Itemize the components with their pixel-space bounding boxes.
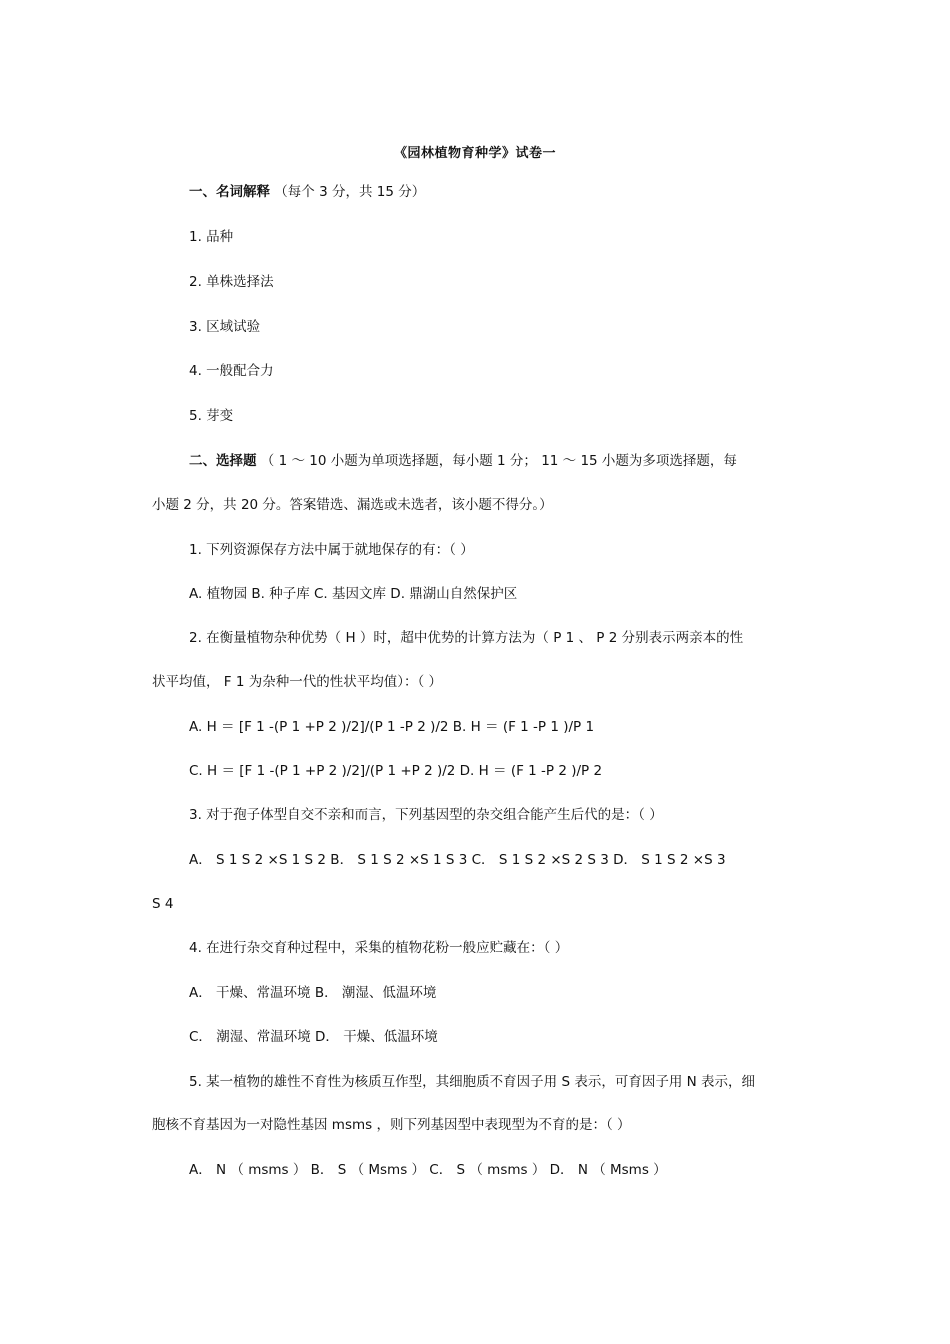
question-5-options: A． N （ msms ） B． S （ Msms ） C． S （ msms ） D． N （ Msms ） xyxy=(189,1162,667,1178)
question-3-options: A． S 1 S 2 ×S 1 S 2 B． S 1 S 2 ×S 1 S 3 C． S 1 S 2 ×S 2 S 3 D． S 1 S 2 ×S 3 xyxy=(189,852,726,868)
section2-heading-line xyxy=(189,452,737,470)
question-3-stem: 3. 对于孢子体型自交不亲和而言，下列基因型的杂交组合能产生后代的是：（ ） xyxy=(189,807,663,823)
question-2-stem-continued: 状平均值， F 1 为杂种一代的性状平均值）：（ ） xyxy=(152,674,443,690)
document-title: 《园林植物育种学》试卷一 xyxy=(393,146,556,161)
section1-item: 2. 单株选择法 xyxy=(189,274,274,290)
question-3-options-continued: S 4 xyxy=(152,896,174,912)
section1-heading: 一、名词解释 xyxy=(189,184,270,200)
question-2-stem: 2. 在衡量植物杂种优势（ H ）时，超中优势的计算方法为（ P 1 、 P 2 分别表示两亲本的性 xyxy=(189,630,744,646)
question-5-stem: 5. 某一植物的雄性不育性为核质互作型，其细胞质不育因子用 S 表示，可育因子用 N 表示，细 xyxy=(189,1074,756,1090)
question-4-options: A． 干燥、常温环境 B． 潮湿、低温环境 xyxy=(189,985,437,1001)
section1-note: （每个 3 分，共 15 分） xyxy=(274,184,426,200)
question-4-stem: 4. 在进行杂交育种过程中，采集的植物花粉一般应贮藏在：（ ） xyxy=(189,940,569,956)
section2-note: （ 1 ～ 10 小题为单项选择题，每小题 1 分； 11 ～ 15 小题为多项选择题，每 xyxy=(260,453,737,469)
section1-heading-line xyxy=(189,183,425,201)
question-4-options: C． 潮湿、常温环境 D． 干燥、低温环境 xyxy=(189,1029,438,1045)
question-2-options: C. H ＝ [F 1 -(P 1 +P 2 )/2]/(P 1 +P 2 )/2 D. H ＝ (F 1 -P 2 )/P 2 xyxy=(189,763,603,779)
section1-item: 4. 一般配合力 xyxy=(189,363,274,379)
section2-heading: 二、选择题 xyxy=(189,453,257,469)
section1-item: 1. 品种 xyxy=(189,229,234,245)
section1-item: 3. 区域试验 xyxy=(189,319,261,335)
question-1-stem: 1. 下列资源保存方法中属于就地保存的有：（ ） xyxy=(189,542,474,558)
section2-note-continued: 小题 2 分，共 20 分。答案错选、漏选或未选者，该小题不得分。） xyxy=(152,497,553,513)
section1-item: 5. 芽变 xyxy=(189,408,234,424)
question-5-stem-continued: 胞核不育基因为一对隐性基因 msms ，则下列基因型中表现型为不育的是：（ ） xyxy=(152,1117,631,1133)
question-1-options: A. 植物园 B. 种子库 C. 基因文库 D. 鼎湖山自然保护区 xyxy=(189,586,518,602)
question-2-options: A. H ＝ [F 1 -(P 1 +P 2 )/2]/(P 1 -P 2 )/2 B. H ＝ (F 1 -P 1 )/P 1 xyxy=(189,719,595,735)
